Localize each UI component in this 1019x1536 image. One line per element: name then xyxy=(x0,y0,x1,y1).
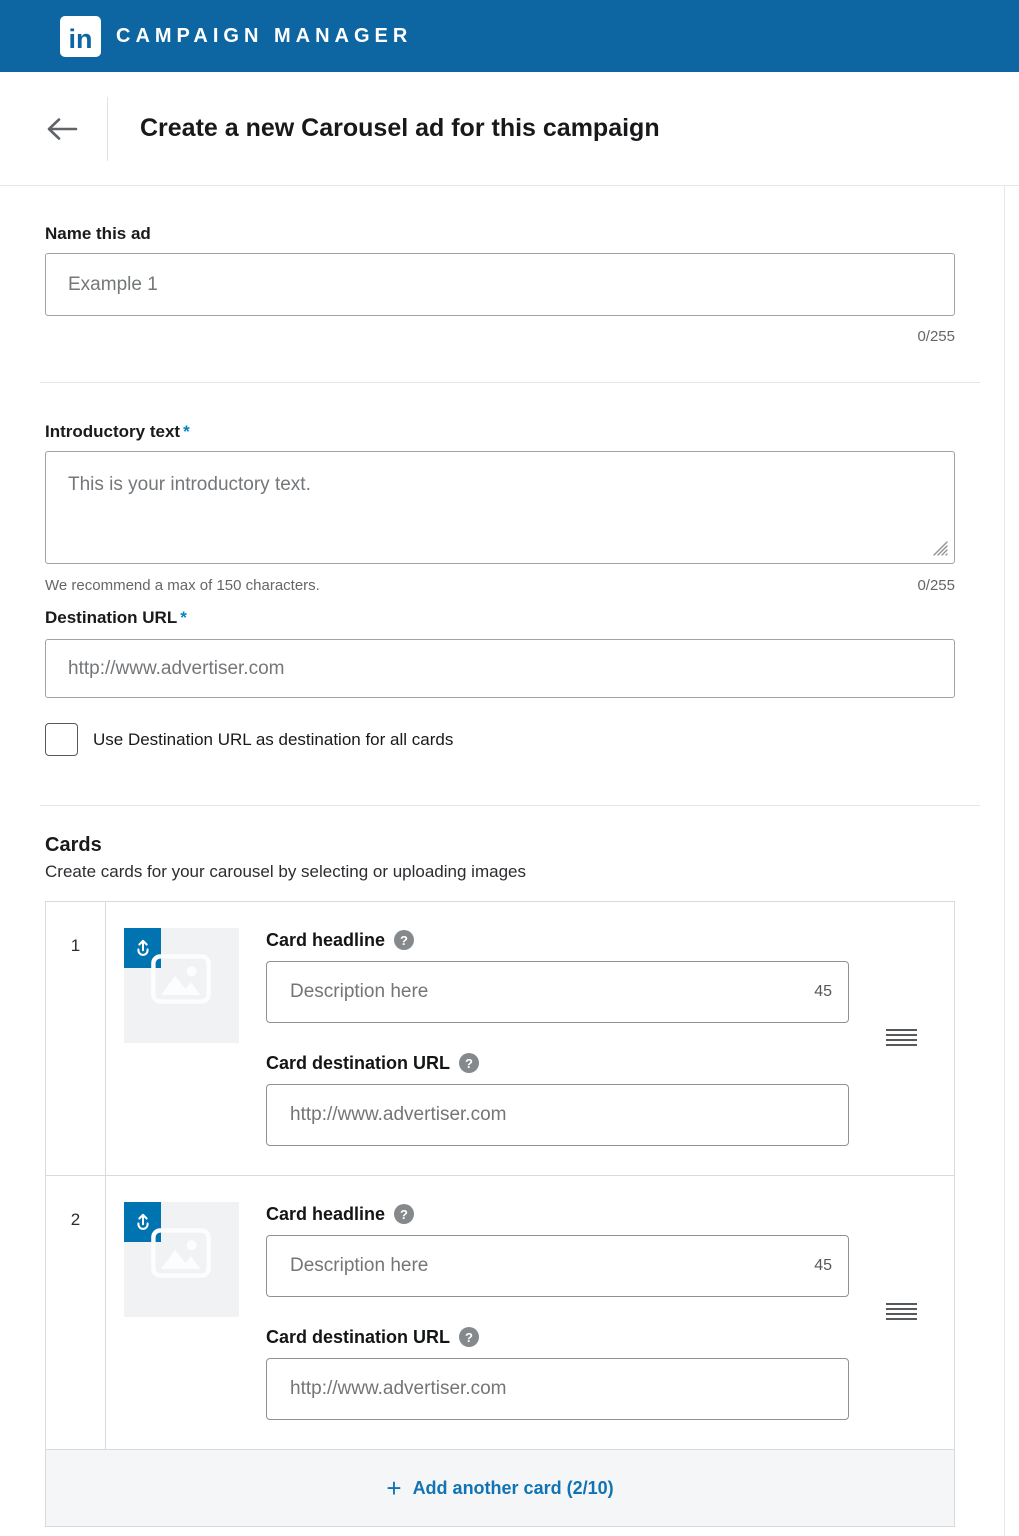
page-title: Create a new Carousel ad for this campaign xyxy=(140,114,660,142)
linkedin-logo-icon[interactable]: in xyxy=(60,16,101,57)
name-ad-label: Name this ad xyxy=(45,224,151,243)
add-another-card-button[interactable] xyxy=(46,1450,954,1526)
help-icon[interactable]: ? xyxy=(459,1327,479,1347)
drag-handle-icon[interactable] xyxy=(886,1029,917,1046)
destination-url-label: Destination URL * xyxy=(45,608,187,627)
ad-name-input[interactable] xyxy=(45,253,955,316)
cards-section-subheading: Create cards for your carousel by selecting or uploading images xyxy=(45,862,526,881)
title-divider xyxy=(107,97,108,161)
card-row-2 xyxy=(46,1176,954,1450)
required-asterisk: * xyxy=(180,608,187,627)
intro-char-counter: 0/255 xyxy=(917,577,955,594)
card-headline-label: Card headline xyxy=(266,929,386,950)
destination-url-input[interactable] xyxy=(45,639,955,698)
headline-char-counter: 45 xyxy=(814,1257,832,1274)
section-divider xyxy=(40,805,980,806)
card-number: 1 xyxy=(46,902,106,1175)
help-icon[interactable]: ? xyxy=(394,1204,414,1224)
plus-icon: + xyxy=(386,1473,402,1503)
card-number: 2 xyxy=(46,1176,106,1449)
card-headline-input[interactable] xyxy=(266,961,849,1023)
page-title-bar xyxy=(0,72,1019,186)
help-icon[interactable]: ? xyxy=(459,1053,479,1073)
required-asterisk: * xyxy=(183,422,190,441)
intro-text-label: Introductory text * xyxy=(45,422,190,441)
use-url-all-cards-checkbox[interactable] xyxy=(45,723,78,756)
card-destination-url-label: Card destination URL xyxy=(266,1052,451,1073)
card-destination-url-input[interactable] xyxy=(266,1084,849,1146)
help-icon[interactable]: ? xyxy=(394,930,414,950)
card-headline-label: Card headline xyxy=(266,1203,386,1224)
card-row-1 xyxy=(46,902,954,1176)
section-divider xyxy=(40,382,980,383)
back-arrow-icon xyxy=(45,116,79,142)
card-destination-url-input[interactable] xyxy=(266,1358,849,1420)
headline-char-counter: 45 xyxy=(814,983,832,1000)
image-placeholder-icon xyxy=(151,1228,211,1278)
add-another-card-label: Add another card (2/10) xyxy=(412,1477,614,1498)
image-placeholder-icon xyxy=(151,954,211,1004)
name-char-counter: 0/255 xyxy=(917,328,955,345)
card-destination-url-label: Card destination URL xyxy=(266,1326,451,1347)
card-image-dropzone[interactable] xyxy=(124,928,239,1043)
use-url-all-cards-label: Use Destination URL as destination for all cards xyxy=(93,729,454,749)
drag-handle-icon[interactable] xyxy=(886,1303,917,1320)
app-header xyxy=(0,0,1019,72)
card-headline-input[interactable] xyxy=(266,1235,849,1297)
back-button[interactable] xyxy=(45,114,81,144)
intro-text-textarea[interactable] xyxy=(45,451,955,564)
cards-section-heading: Cards xyxy=(45,834,102,856)
intro-helper-text: We recommend a max of 150 characters. xyxy=(45,577,320,594)
app-brand-title: CAMPAIGN MANAGER xyxy=(116,24,413,47)
scroll-gutter-line xyxy=(1004,186,1005,1536)
cards-table xyxy=(45,901,955,1527)
card-image-dropzone[interactable] xyxy=(124,1202,239,1317)
